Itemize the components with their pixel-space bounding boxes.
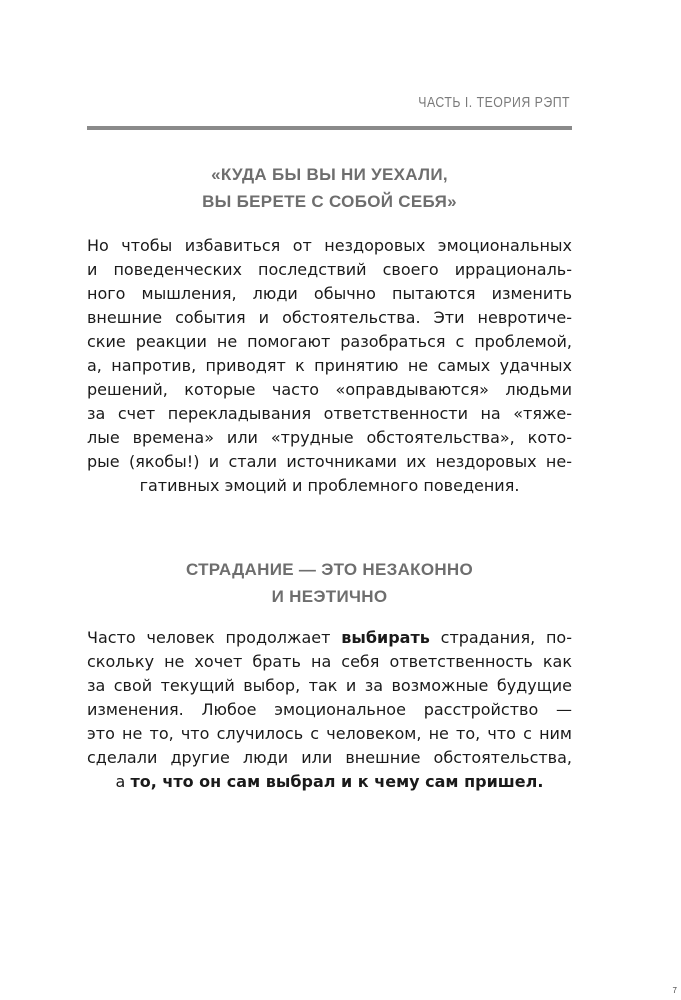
paragraph-line: за свой текущий выбор, так и за возможные будущие xyxy=(87,676,572,695)
text-run: а xyxy=(115,772,131,791)
paragraph-line: внешние события и обстоятельства. Эти невротиче- xyxy=(87,308,572,327)
text-run: Часто человек продолжает xyxy=(87,628,342,647)
paragraph-line: а, напротив, приводят к принятию не самых удачных xyxy=(87,356,572,375)
paragraph-line: ного мышления, люди обычно пытаются изменить xyxy=(87,284,572,303)
paragraph-line xyxy=(87,770,572,794)
paragraph-line: за счет перекладывания ответственности на «тяже- xyxy=(87,404,572,423)
emphasis-text: выбирать xyxy=(341,628,430,647)
heading-line: И НЕЭТИЧНО xyxy=(271,587,388,606)
heading-line: СТРАДАНИЕ — ЭТО НЕЗАКОННО xyxy=(185,560,474,579)
paragraph-2 xyxy=(87,626,572,794)
paragraph-line: изменения. Любое эмоциональное расстройство — xyxy=(87,700,572,719)
heading-line: «КУДА БЫ ВЫ НИ УЕХАЛИ, xyxy=(211,165,448,184)
heading-line: ВЫ БЕРЕТЕ С СОБОЙ СЕБЯ» xyxy=(202,192,457,211)
paragraph-1 xyxy=(87,234,572,498)
paragraph-line: скольку не хочет брать на себя ответственность как xyxy=(87,652,572,671)
paragraph-line: лые времена» или «трудные обстоятельства», кото- xyxy=(87,428,572,447)
section-heading-2 xyxy=(87,556,572,610)
section-heading-1 xyxy=(87,161,572,215)
paragraph-line: сделали другие люди или внешние обстоятельства, xyxy=(87,748,572,767)
running-header: ЧАСТЬ I. ТЕОРИЯ РЭПТ xyxy=(418,94,570,111)
paragraph-line xyxy=(87,626,572,650)
paragraph-line: Но чтобы избавиться от нездоровых эмоциональных xyxy=(87,236,572,255)
header-rule xyxy=(87,126,572,130)
paragraph-line: рые (якобы!) и стали источниками их нездоровых не- xyxy=(87,452,572,471)
page-number: 7 xyxy=(672,986,677,995)
paragraph-line: и поведенческих последствий своего иррациональ- xyxy=(87,260,572,279)
text-run: страдания, по- xyxy=(429,628,572,647)
paragraph-line: гативных эмоций и проблемного поведения. xyxy=(139,476,520,495)
paragraph-line: ские реакции не помогают разобраться с проблемой, xyxy=(87,332,572,351)
paragraph-line: решений, которые часто «оправдываются» людьми xyxy=(87,380,572,399)
paragraph-line: это не то, что случилось с человеком, не то, что с ним xyxy=(87,724,572,743)
emphasis-text: то, что он сам выбрал и к чему сам пришел. xyxy=(130,772,544,791)
